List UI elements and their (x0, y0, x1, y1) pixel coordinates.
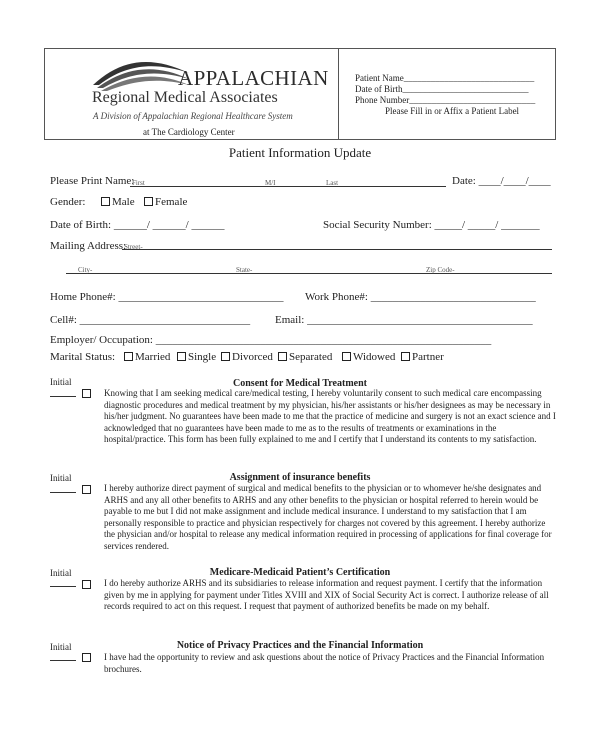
marital-label: Marital Status: (50, 351, 116, 363)
section-privacy-body: I have had the opportunity to review and ask questions about the notice of Privacy Practices and the Financial Information brochures. (104, 652, 545, 674)
home-phone-field[interactable]: Home Phone#: ______________________________ (50, 291, 284, 303)
privacy-checkbox[interactable] (82, 653, 91, 662)
email-field[interactable]: Email: _________________________________________ (275, 314, 533, 326)
patient-dob-field[interactable]: Date of Birth____________________________ (355, 84, 529, 94)
marital-widowed[interactable] (342, 351, 395, 363)
logo-division: A Division of Appalachian Regional Healthcare System (93, 111, 293, 121)
initial-label: Initial (50, 377, 72, 387)
patient-label-note: Please Fill in or Affix a Patient Label (385, 106, 520, 116)
consent-checkbox[interactable] (82, 389, 91, 398)
first-hint: First (132, 179, 145, 187)
gender-label: Gender: (50, 196, 86, 208)
marital-divorced[interactable] (221, 351, 273, 363)
widowed-label: Widowed (353, 351, 396, 363)
initial-input[interactable] (50, 586, 76, 587)
assignment-checkbox[interactable] (82, 485, 91, 494)
cell-field[interactable]: Cell#: _______________________________ (50, 314, 251, 326)
married-checkbox[interactable] (124, 352, 133, 361)
marital-separated[interactable] (278, 351, 332, 363)
ssn-field[interactable]: Social Security Number: _____/ _____/ _______ (323, 219, 540, 231)
female-label: Female (155, 196, 188, 208)
separated-checkbox[interactable] (278, 352, 287, 361)
single-checkbox[interactable] (177, 352, 186, 361)
initial-input[interactable] (50, 492, 76, 493)
date-field[interactable]: Date: ____/____/____ (452, 175, 551, 187)
patient-name-field[interactable]: Patient Name_____________________________ (355, 73, 535, 83)
mi-hint: M/I (265, 179, 276, 187)
divorced-checkbox[interactable] (221, 352, 230, 361)
section-medicare-body: I do hereby authorize ARHS and its subsidiaries to release information and request payment. I certify that the information given by me in applying for payment under Titles XVIII and XIX of Social Security Act is correct. I authorize release of all records required to act on this request. I request that payment of authorized benefits be made on my behalf. (104, 578, 549, 612)
section-privacy-title: Notice of Privacy Practices and the Financial Information (176, 640, 424, 651)
header-box (44, 48, 556, 140)
last-hint: Last (326, 179, 339, 187)
work-phone-field[interactable]: Work Phone#: ______________________________ (305, 291, 536, 303)
street-input[interactable] (122, 249, 552, 250)
divorced-label: Divorced (232, 351, 273, 363)
partner-label: Partner (412, 351, 444, 363)
male-label: Male (112, 196, 135, 208)
marital-single[interactable] (177, 351, 216, 363)
medicare-checkbox[interactable] (82, 580, 91, 589)
print-name-label: Please Print Name: (50, 175, 135, 187)
initial-label: Initial (50, 568, 72, 578)
section-assignment-body: I hereby authorize direct payment of surgical and medical benefits to the physician or to whomever he/she designates and ARHS and any all other benefits to ARHS and any other benefits to the physician or hospital referred to herein would be payable to me but I did not make assignment and include medical insurance. I understand to my satisfaction that I am personally responsible to practice and physician respectively for charges not covered by this agreement. I hereby authorize the physician and/or hospital to release any medical information required in processing of applications for final coverage for services rendered. (104, 483, 552, 551)
logo-swoosh-icon (91, 55, 191, 91)
zip-hint: Zip Code- (426, 266, 455, 274)
partner-checkbox[interactable] (401, 352, 410, 361)
initial-input[interactable] (50, 396, 76, 397)
marital-partner[interactable] (401, 351, 444, 363)
initial-label: Initial (50, 473, 72, 483)
male-checkbox[interactable] (101, 197, 110, 206)
section-medicare-title: Medicare-Medicaid Patient’s Certification (209, 567, 391, 578)
separated-label: Separated (289, 351, 333, 363)
street-hint: Street- (124, 243, 143, 251)
patient-phone-field[interactable]: Phone Number____________________________ (355, 95, 536, 105)
married-label: Married (135, 351, 171, 363)
logo-subtitle: Regional Medical Associates (92, 89, 278, 106)
state-hint: State- (236, 266, 253, 274)
dob-field[interactable]: Date of Birth: ______/ ______/ ______ (50, 219, 225, 231)
initial-label: Initial (50, 642, 72, 652)
single-label: Single (188, 351, 217, 363)
gender-female-option[interactable] (144, 196, 187, 208)
widowed-checkbox[interactable] (342, 352, 351, 361)
section-consent-body: Knowing that I am seeking medical care/medical testing, I hereby voluntarily consent to such medical care encompassing diagnostic procedures and medical treatment by my physician, his/her assistants or his/her designees as may be necessary in his/her judgment. No guarantees have been made to me that the practice of medicine and surgery is not an exact science and I acknowledged that no guarantees have been made to me as to the results of treatments or examinations in the hospital/practice. This form has been fully explained to me and I certify that I understand its contents to my satisfaction. (104, 388, 556, 445)
section-consent-title: Consent for Medical Treatment (233, 378, 367, 389)
logo-main-text: APPALACHIAN (178, 66, 329, 90)
marital-married[interactable] (124, 351, 170, 363)
initial-input[interactable] (50, 660, 76, 661)
mailing-label: Mailing Address: (50, 240, 127, 252)
header-divider (338, 49, 339, 140)
city-hint: City- (78, 266, 93, 274)
city-state-zip-input[interactable] (66, 273, 552, 274)
print-name-input[interactable] (130, 186, 446, 187)
page-title: Patient Information Update (228, 145, 372, 160)
employer-field[interactable]: Employer/ Occupation: _____________________________________________________________ (50, 334, 492, 346)
section-assignment-title: Assignment of insurance benefits (229, 472, 371, 483)
location-text: at The Cardiology Center (143, 127, 235, 137)
gender-male-option[interactable] (101, 196, 135, 208)
female-checkbox[interactable] (144, 197, 153, 206)
